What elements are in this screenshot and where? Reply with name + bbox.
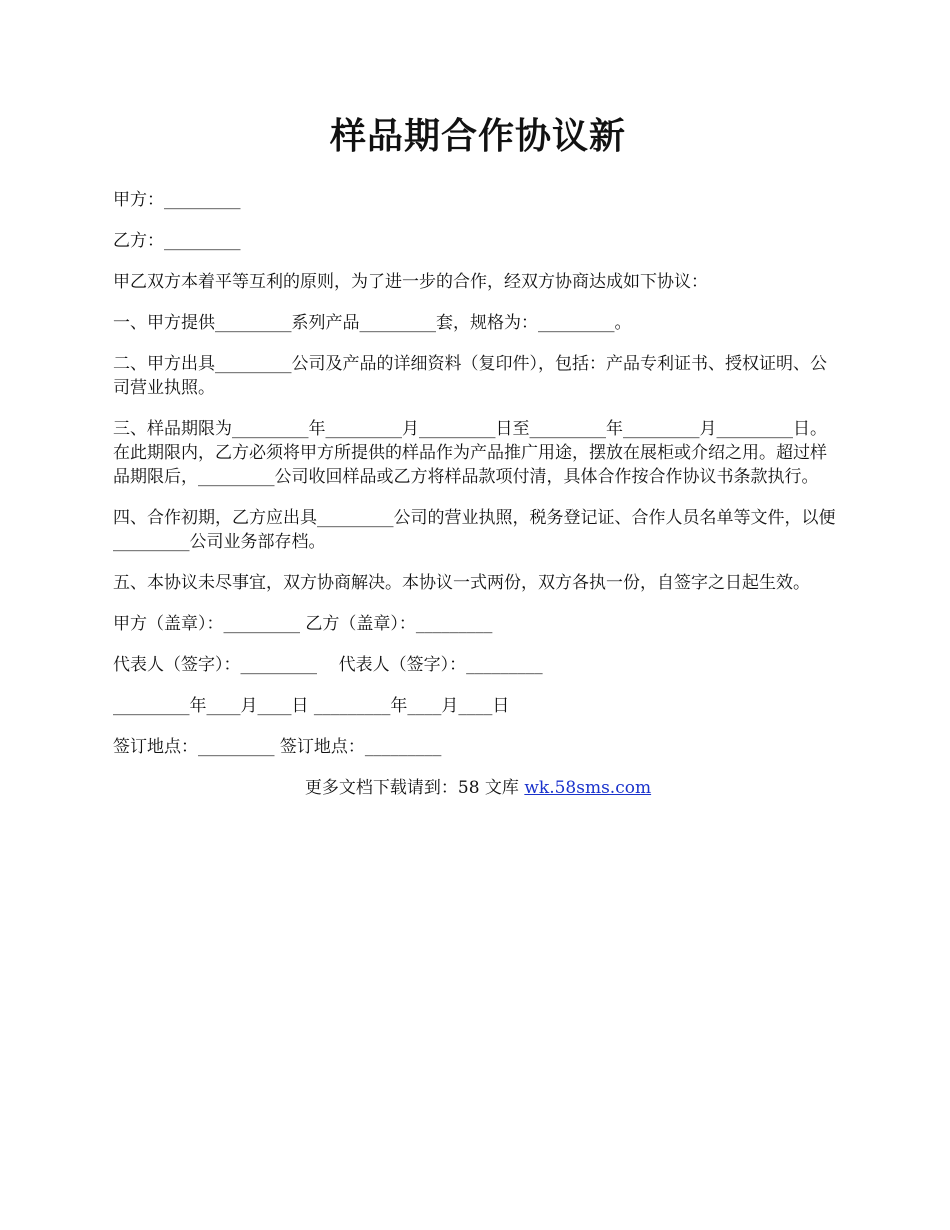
clause-1-paragraph: 一、甲方提供_________系列产品_________套，规格为：_________。: [113, 313, 632, 333]
footer-prefix-text: 更多文档下载请到：58 文库: [304, 778, 525, 798]
seal-line: 甲方（盖章）：_________ 乙方（盖章）：_________: [113, 614, 493, 634]
party-a-line: 甲方：_________: [113, 190, 241, 210]
footer-website-link[interactable]: wk.58sms.com: [524, 778, 652, 798]
clause-2-paragraph: 二、甲方出具_________公司及产品的详细资料（复印件），包括：产品专利证书、授权证明、公司营业执照。: [113, 354, 827, 398]
representative-signature-line: 代表人（签字）：_________ 代表人（签字）：_________: [113, 655, 543, 675]
party-b-line: 乙方：_________: [113, 231, 241, 251]
document-title: 样品期合作协议新: [329, 115, 626, 157]
download-footer: [113, 776, 843, 800]
clause-3-paragraph: 三、样品期限为_________年_________月_________日至_________年_________月_________日。在此期限内，乙方必须将甲方所提供的样品作为产品推广用途，摆放在展柜或介绍之用。超过样品期限后，_________公司收回样品或乙方将样品款项付清，具体合作按合作协议书条款执行。: [113, 419, 827, 487]
clause-4-paragraph: 四、合作初期，乙方应出具_________公司的营业执照，税务登记证、合作人员名单等文件，以便_________公司业务部存档。: [113, 508, 836, 552]
signing-location-line: 签订地点：_________ 签订地点：_________: [113, 737, 442, 757]
preamble-paragraph: 甲乙双方本着平等互利的原则，为了进一步的合作，经双方协商达成如下协议：: [113, 272, 708, 292]
date-line: _________年____月____日 _________年____月____日: [113, 696, 510, 716]
clause-5-paragraph: 五、本协议未尽事宜，双方协商解决。本协议一式两份，双方各执一份，自签字之日起生效。: [113, 573, 810, 593]
document-page: [113, 108, 843, 800]
